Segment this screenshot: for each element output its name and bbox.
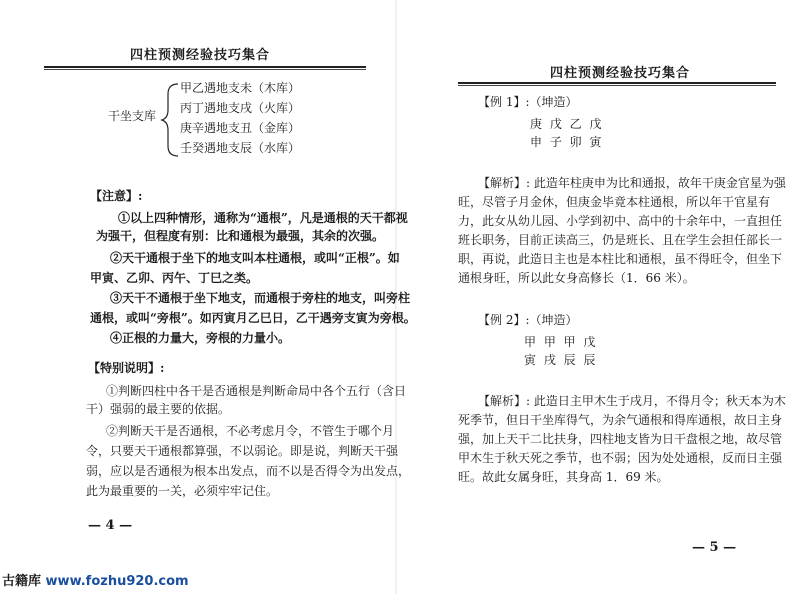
site-name: 古籍库 — [2, 574, 42, 589]
example-2-analysis-line: 死季节，但日干坐库得气，为余气通根和得库通根，故日主身 — [458, 413, 783, 427]
special-line: 干）强弱的最主要的依据。 — [86, 402, 231, 416]
note-line: 为强干，但程度有别：比和通根为最强，其余的次强。 — [96, 229, 385, 243]
note-line: 通根，或叫“旁根”。如丙寅月乙巳日，乙干遇旁支寅为旁根。 — [90, 311, 416, 325]
example-1-analysis-line: 力，此女从幼儿园、小学到初中、高中的十余年中，一直担任 — [458, 214, 783, 228]
right-page — [396, 0, 793, 594]
special-heading: 【特别说明】: — [88, 361, 165, 375]
example-2-analysis-line: 强，加上天干二比扶身，四柱地支皆为日干盘根之地，故尽管 — [458, 432, 783, 446]
special-line: ②判断天干是否通根，不必考虑月令，不管生于哪个月 — [106, 424, 395, 438]
diagram-item: 甲乙遇地支未（木库） — [180, 81, 301, 95]
special-line: 令，只要天干通根都算强，不以弱论。即是说，判断天干强 — [86, 444, 399, 458]
example-1-heading: 【例 1】:（坤造） — [478, 95, 578, 109]
example-2-analysis-line: 【解析】: 此造日主甲木生于戌月，不得月令；秋天本为木 — [478, 394, 786, 408]
example-1-analysis-line: 旺，尽管子月金休，但庚金毕竟本柱通根，所以年干官星有 — [458, 195, 771, 209]
example-2-stems: 甲 甲 甲 戊 — [524, 335, 598, 349]
note-heading: 【注意】: — [90, 189, 143, 203]
special-line: ①判断四柱中各干是否通根是判断命局中各个五行（含日 — [106, 384, 407, 398]
example-1-branches: 申 子 卯 寅 — [530, 135, 604, 149]
special-line: 弱，应以是否通根为根本出发点，而不以是否得令为出发点， — [86, 464, 411, 478]
example-2-analysis-line: 旺。故此女属身旺，其身高 1．69 米。 — [458, 470, 669, 484]
diagram-item: 丙丁遇地支戌（火库） — [180, 101, 301, 115]
header-rule — [458, 82, 776, 84]
diagram-label: 干坐支库 — [108, 109, 157, 123]
example-2-analysis-line: 甲木生于秋天死之季节，也不弱；因为处处通根，反而日主强 — [458, 451, 783, 465]
example-1-stems: 庚 戊 乙 戊 — [530, 117, 604, 131]
running-title: 四柱预测经验技巧集合 — [130, 48, 271, 63]
example-1-analysis-line: 【解析】: 此造年柱庚申为比和通报，故年干庚金官星为强 — [478, 176, 786, 190]
diagram-brace — [160, 82, 182, 158]
diagram-item: 庚辛遇地支丑（金库） — [180, 121, 301, 135]
example-1-analysis-line: 职，再说，此造日主也是本柱比和通根，虽不得旺令，但坐下 — [458, 252, 783, 266]
running-title: 四柱预测经验技巧集合 — [550, 66, 691, 81]
note-line: ①以上四种情形，通称为“通根”，凡是通根的天干都视 — [118, 211, 408, 225]
site-footer — [2, 570, 189, 589]
header-rule-thin — [44, 69, 366, 70]
site-url[interactable]: www.fozhu920.com — [45, 574, 189, 589]
diagram-item: 壬癸遇地支辰（水库） — [180, 141, 301, 155]
example-1-analysis-line: 班长职务，目前正读高三，仍是班长、且在学生会担任部长一 — [458, 233, 783, 247]
example-2-heading: 【例 2】:（坤造） — [478, 313, 578, 327]
header-rule-thin — [458, 85, 776, 86]
example-2-branches: 寅 戌 辰 辰 — [524, 353, 598, 367]
page-number: — 4 — — [88, 518, 133, 533]
header-rule — [44, 66, 366, 68]
note-line: ④正根的力量大，旁根的力量小。 — [110, 331, 291, 345]
page-number: — 5 — — [692, 540, 737, 555]
note-line: ②天干通根于坐下的地支叫本柱通根，或叫“正根”。如 — [110, 251, 400, 265]
example-1-analysis-line: 通根身旺，所以此女身高修长（1．66 米）。 — [458, 271, 695, 285]
special-line: 此为最重要的一关，必须牢牢记住。 — [86, 484, 279, 498]
note-line: ③天干不通根于坐下地支，而通根于旁柱的地支，叫旁柱 — [110, 291, 411, 305]
note-line: 甲寅、乙卯、丙午、丁巳之类。 — [90, 271, 259, 285]
